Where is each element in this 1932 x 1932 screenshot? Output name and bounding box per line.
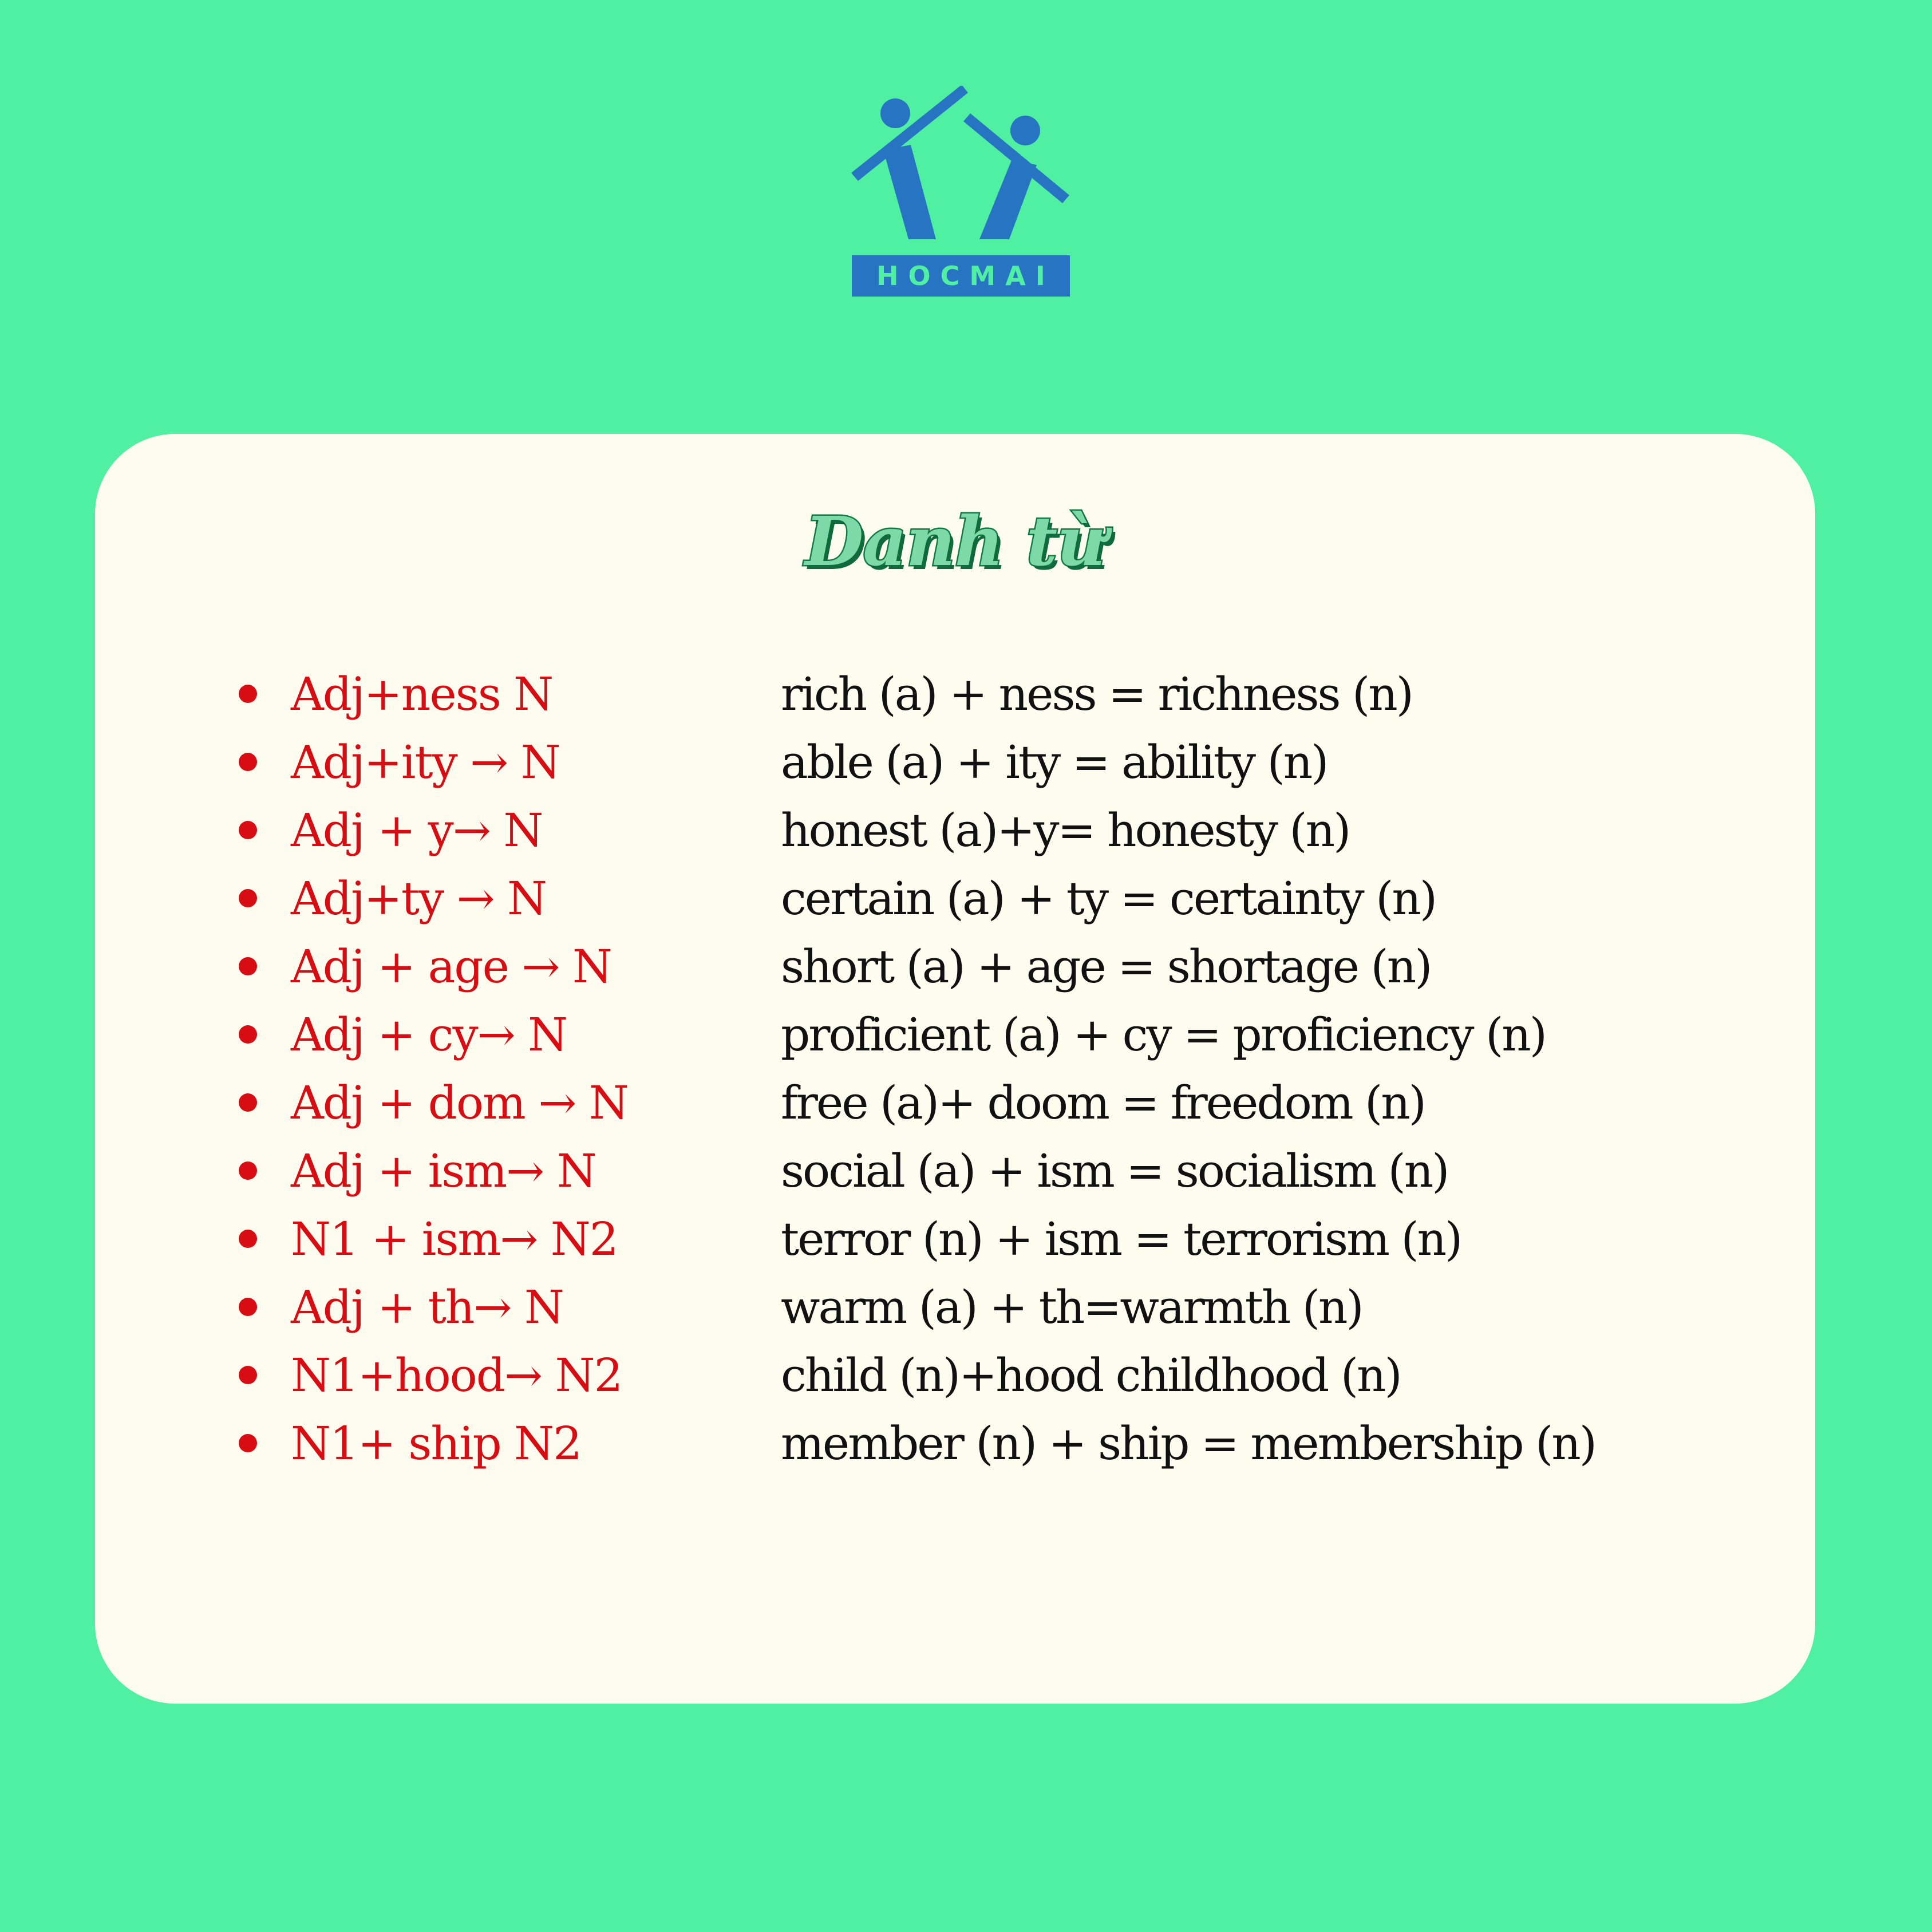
list-item (95, 1077, 1815, 1145)
list-item (95, 805, 1815, 872)
rule-example: rich (a) + ness = richness (n) (781, 667, 1412, 721)
list-item (95, 873, 1815, 941)
list-item (95, 1009, 1815, 1077)
rule-formula: Adj + dom → N (291, 1076, 628, 1129)
list-item (95, 1282, 1815, 1349)
logo-wordmark: HOCMAI (852, 255, 1070, 297)
list-item (95, 1418, 1815, 1485)
bullet-icon (239, 1366, 257, 1384)
bullet-icon (239, 1025, 257, 1044)
bullet-icon (239, 821, 257, 839)
list-item (95, 737, 1815, 804)
bullet-icon (239, 1230, 257, 1248)
noun-suffix-card (95, 434, 1815, 1704)
rule-example: member (n) + ship = membership (n) (781, 1417, 1595, 1470)
rule-example: warm (a) + th=warmth (n) (781, 1281, 1362, 1334)
rule-example: proficient (a) + cy = proficiency (n) (781, 1008, 1546, 1061)
rule-formula: N1+ ship N2 (291, 1417, 582, 1470)
rule-list (95, 434, 1815, 1704)
rule-formula: Adj+ity → N (291, 736, 560, 789)
bullet-icon (239, 1298, 257, 1316)
list-item (95, 941, 1815, 1009)
rule-formula: Adj + th→ N (291, 1281, 563, 1334)
rule-example: honest (a)+y= honesty (n) (781, 804, 1350, 857)
two-people-house-icon (850, 86, 1070, 252)
bullet-icon (239, 685, 257, 703)
rule-formula: N1 + ism→ N2 (291, 1212, 618, 1266)
list-item (95, 1145, 1815, 1213)
rule-formula: Adj + ism→ N (291, 1144, 596, 1198)
rule-example: certain (a) + ty = certainty (n) (781, 872, 1436, 925)
list-item (95, 1350, 1815, 1417)
rule-example: short (a) + age = shortage (n) (781, 940, 1431, 993)
rule-formula: N1+hood→ N2 (291, 1349, 622, 1402)
rule-formula: Adj+ness N (291, 667, 553, 721)
bullet-icon (239, 753, 257, 771)
rule-example: child (n)+hood childhood (n) (781, 1349, 1401, 1402)
rule-example: able (a) + ity = ability (n) (781, 736, 1327, 789)
bullet-icon (239, 957, 257, 975)
bullet-icon (239, 1161, 257, 1180)
hocmai-logo (850, 86, 1070, 301)
rule-formula: Adj + age → N (291, 940, 611, 993)
bullet-icon (239, 889, 257, 907)
rule-example: terror (n) + ism = terrorism (n) (781, 1212, 1461, 1266)
rule-formula: Adj + y→ N (291, 804, 543, 857)
rule-formula: Adj+ty → N (291, 872, 547, 925)
list-item (95, 669, 1815, 736)
rule-example: social (a) + ism = socialism (n) (781, 1144, 1448, 1198)
bullet-icon (239, 1434, 257, 1452)
rule-formula: Adj + cy→ N (291, 1008, 567, 1061)
rule-example: free (a)+ doom = freedom (n) (781, 1076, 1425, 1129)
list-item (95, 1214, 1815, 1281)
bullet-icon (239, 1093, 257, 1112)
card-title: Danh từ (805, 501, 1105, 581)
